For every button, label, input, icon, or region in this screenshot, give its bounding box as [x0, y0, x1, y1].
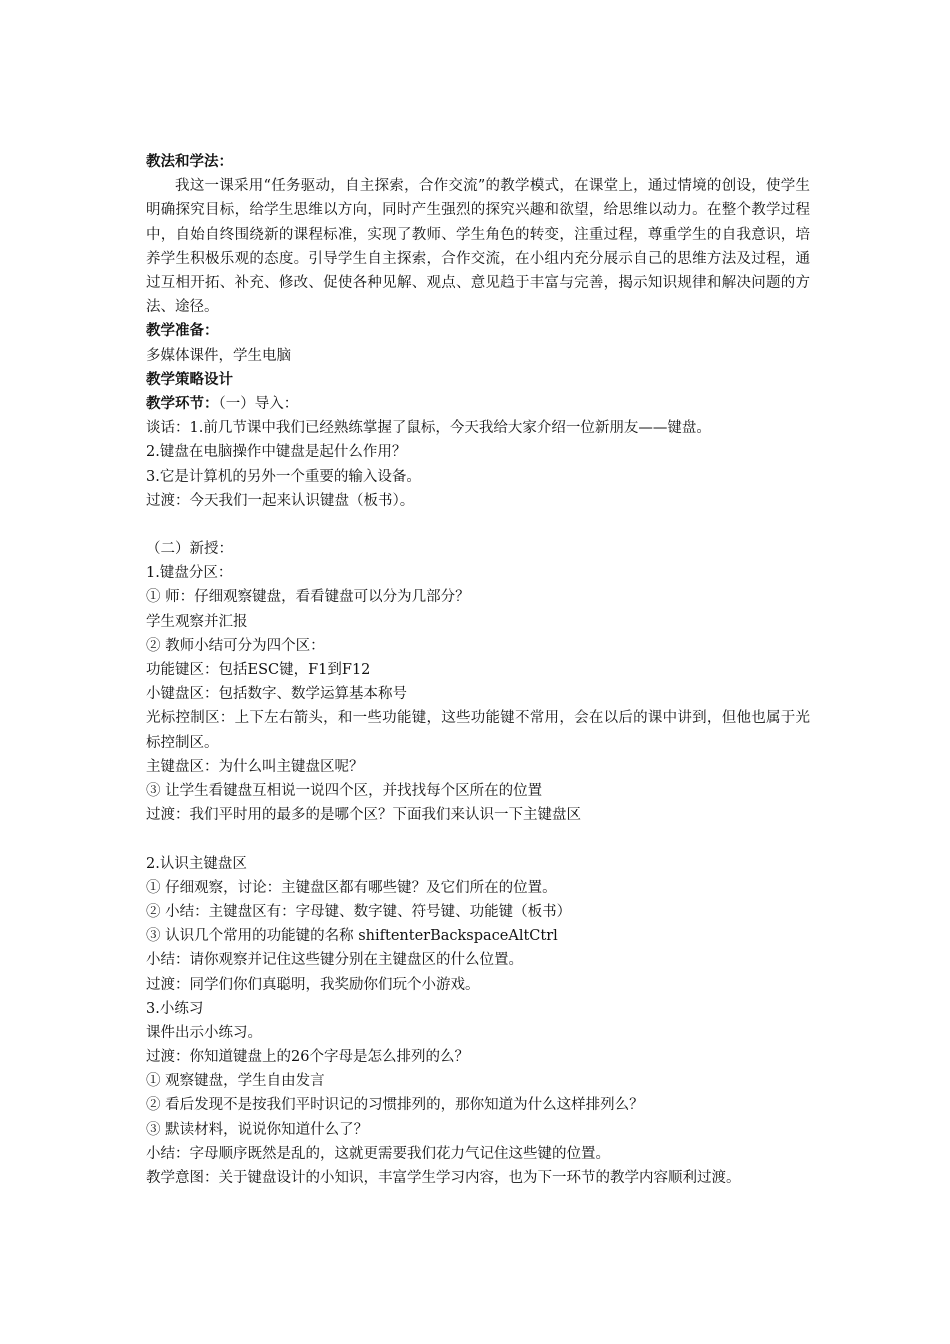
- part1-line: ② 教师小结可分为四个区：: [146, 637, 325, 654]
- part3-line: 过渡：你知道键盘上的26个字母是怎么排列的么？: [146, 1049, 469, 1066]
- part3-line: 3.小练习: [146, 1000, 204, 1017]
- intro-line: 2.键盘在电脑操作中键盘是起什么作用？: [146, 444, 407, 461]
- part2-line: 小结：请你观察并记住这些键分别在主键盘区的什么位置。: [146, 952, 523, 969]
- heading-steps: [146, 392, 810, 416]
- methods-paragraph: 我这一课采用“任务驱动，自主探索，合作交流”的教学模式，在课堂上，通过情境的创设，使学生明确探究目标，给学生思维以方向，同时产生强烈的探究兴趣和欲望，给思维以动力。在整个教学过程中，自始自终围绕新的课程标准，实现了教师、学生角色的转变，注重过程，尊重学生的自我意识，培养学生积极乐观的态度。引导学生自主探索，合作交流，在小组内充分展示自己的思维方法及过程，通过互相开拓、补充、修改、促使各种见解、观点、意见趋于丰富与完善，揭示知识规律和解决问题的方法、途径。: [146, 178, 810, 316]
- part3-line: 课件出示小练习。: [146, 1024, 262, 1041]
- part2-line: ② 小结：主键盘区有：字母键、数字键、符号键、功能键（板书）: [146, 903, 572, 920]
- blank-line: [146, 513, 810, 537]
- part1-tail-line: 主键盘区：为什么叫主键盘区呢？: [146, 758, 364, 775]
- part1-line: 学生观察并汇报: [146, 613, 248, 630]
- section2-title: （二）新授：: [146, 541, 233, 558]
- cursor-area-text: 光标控制区：上下左右箭头，和一些功能键，这些功能键不常用，会在以后的课中讲到，但他也属于光标控制区。: [146, 710, 810, 751]
- part1-line: 1.键盘分区：: [146, 565, 233, 582]
- part1-tail-line: ③ 让学生看键盘互相说一说四个区，并找找每个区所在的位置: [146, 783, 543, 799]
- part1-line: ① 师：仔细观察键盘，看看键盘可以分为几部分？: [146, 589, 470, 606]
- part1-line: 小键盘区：包括数字、数学运算基本称号: [146, 686, 407, 703]
- heading-prep: 教学准备：: [146, 322, 219, 340]
- part3-line: 教学意图：关于键盘设计的小知识，丰富学生学习内容，也为下一环节的教学内容顺利过渡。: [146, 1170, 741, 1186]
- heading-steps-label: 教学环节：: [146, 394, 219, 412]
- intro-line: 3.它是计算机的另外一个重要的输入设备。: [146, 468, 421, 485]
- intro-line: 过渡：今天我们一起来认识键盘（板书）。: [146, 492, 415, 509]
- part2-line: ① 仔细观察，讨论：主键盘区都有哪些键？及它们所在的位置。: [146, 879, 557, 896]
- heading-methods: 教法和学法：: [146, 153, 233, 170]
- part1-tail-line: 过渡：我们平时用的最多的是哪个区？下面我们来认识一下主键盘区: [146, 807, 581, 824]
- blank-line: [146, 827, 810, 851]
- part2-line: 过渡：同学们你们真聪明，我奖励你们玩个小游戏。: [146, 976, 480, 993]
- part3-line: ③ 默读材料，说说你知道什么了？: [146, 1121, 369, 1138]
- prep-text: 多媒体课件，学生电脑: [146, 347, 291, 364]
- part2-line: ③ 认识几个常用的功能键的名称 shiftenterBackspaceAltCtrl: [146, 928, 558, 945]
- heading-steps-section: （一）导入：: [218, 395, 299, 412]
- heading-strategy: 教学策略设计: [146, 370, 233, 388]
- part3-line: 小结：字母顺序既然是乱的，这就更需要我们花力气记住这些键的位置。: [146, 1145, 610, 1162]
- document-page: [146, 150, 810, 1190]
- part2-line: 2.认识主键盘区: [146, 855, 247, 872]
- intro-line: 谈话：1.前几节课中我们已经熟练掌握了鼠标，今天我给大家介绍一位新朋友——键盘。: [146, 420, 711, 437]
- part3-line: ① 观察键盘，学生自由发言: [146, 1073, 325, 1090]
- part3-line: ② 看后发现不是按我们平时识记的习惯排列的，那你知道为什么这样排列么？: [146, 1097, 644, 1114]
- part1-line: 功能键区：包括ESC键，F1到F12: [146, 662, 371, 679]
